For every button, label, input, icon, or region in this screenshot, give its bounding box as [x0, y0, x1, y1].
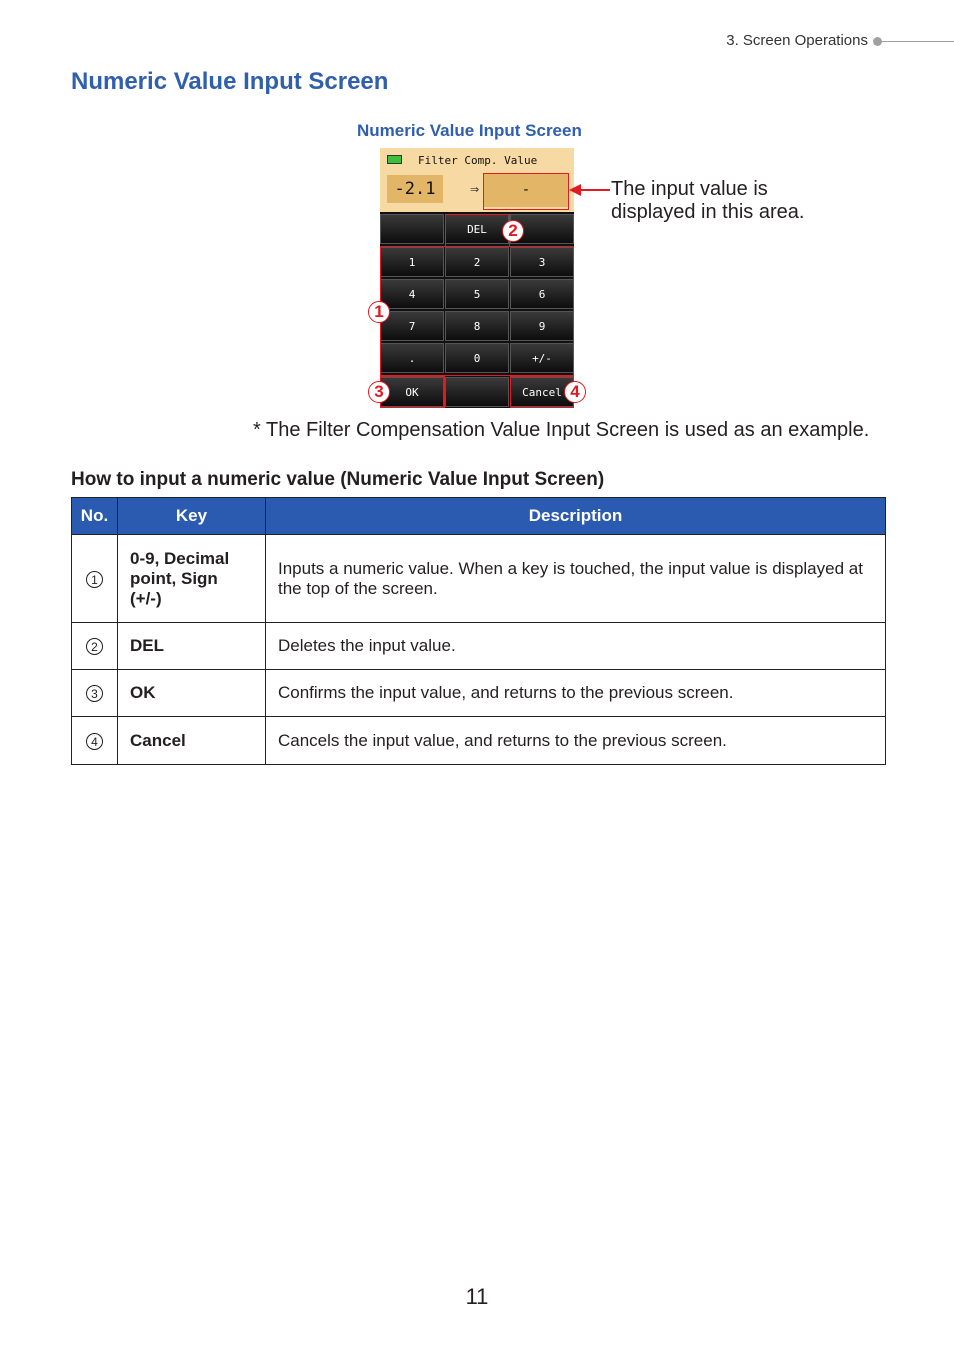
row-number-cell	[72, 670, 118, 717]
key-8[interactable]: 8	[445, 311, 509, 341]
table-row	[72, 623, 886, 670]
callout-text: The input value is displayed in this area.	[611, 178, 805, 223]
row-description: Cancels the input value, and returns to the previous screen.	[266, 717, 886, 765]
column-header-no: No.	[72, 498, 118, 535]
key-9[interactable]: 9	[510, 311, 574, 341]
callout-badge-1: 1	[368, 301, 390, 323]
column-header-key: Key	[118, 498, 266, 535]
sign-key[interactable]: +/-	[510, 343, 574, 373]
battery-icon	[387, 155, 402, 164]
del-highlight	[445, 214, 510, 247]
header-section-label: 3. Screen Operations	[726, 32, 868, 49]
device-arrow-icon: ⇒	[470, 183, 480, 196]
key-2[interactable]: 2	[445, 247, 509, 277]
figure-caption: Numeric Value Input Screen	[357, 121, 582, 140]
device-title: Filter Comp. Value	[418, 154, 538, 167]
key-1[interactable]: 1	[380, 247, 444, 277]
callout-badge-4: 4	[564, 381, 586, 403]
input-area-highlight	[483, 173, 569, 210]
callout-line	[580, 189, 610, 191]
row-number-cell	[72, 717, 118, 765]
table-row	[72, 717, 886, 765]
key-4[interactable]: 4	[380, 279, 444, 309]
blank-key[interactable]	[445, 377, 509, 407]
callout-badge-3: 3	[368, 381, 390, 403]
key-5[interactable]: 5	[445, 279, 509, 309]
table-row	[72, 535, 886, 623]
header-rule	[882, 41, 954, 42]
row-key: OK	[118, 670, 266, 717]
row-key: Cancel	[118, 717, 266, 765]
row-number: 1	[86, 571, 103, 588]
callout-badge-2: 2	[502, 220, 524, 242]
figure-note: * The Filter Compensation Value Input Screen is used as an example.	[253, 419, 870, 441]
device-current-value: -2.1	[387, 175, 443, 203]
row-description: Inputs a numeric value. When a key is touched, the input value is displayed at the top of the screen.	[266, 535, 886, 623]
ok-key[interactable]: OK	[380, 377, 444, 407]
key-0[interactable]: 0	[445, 343, 509, 373]
row-number-cell	[72, 535, 118, 623]
keypad-highlight	[380, 246, 574, 376]
row-number: 2	[86, 638, 103, 655]
running-header	[600, 32, 954, 50]
row-key: DEL	[118, 623, 266, 670]
device-input-value: -	[484, 174, 568, 207]
cancel-key[interactable]: Cancel	[510, 377, 574, 407]
row-number: 3	[86, 685, 103, 702]
callout-arrow-icon	[569, 184, 581, 196]
key-6[interactable]: 6	[510, 279, 574, 309]
blank-key[interactable]	[380, 214, 444, 244]
key-description-table	[71, 497, 886, 765]
row-description: Confirms the input value, and returns to the previous screen.	[266, 670, 886, 717]
decimal-key[interactable]: .	[380, 343, 444, 373]
row-number-cell	[72, 623, 118, 670]
column-header-description: Description	[266, 498, 886, 535]
row-number: 4	[86, 733, 103, 750]
table-row	[72, 670, 886, 717]
key-7[interactable]: 7	[380, 311, 444, 341]
key-3[interactable]: 3	[510, 247, 574, 277]
row-key: 0-9, Decimal point, Sign (+/-)	[118, 535, 266, 623]
row-description: Deletes the input value.	[266, 623, 886, 670]
section-heading: How to input a numeric value (Numeric Value Input Screen)	[71, 469, 605, 490]
page-number: 11	[465, 1284, 489, 1309]
table-header-row	[72, 498, 886, 535]
del-key[interactable]: DEL	[445, 214, 509, 244]
page-title: Numeric Value Input Screen	[71, 68, 389, 95]
header-dot-icon	[873, 37, 882, 46]
